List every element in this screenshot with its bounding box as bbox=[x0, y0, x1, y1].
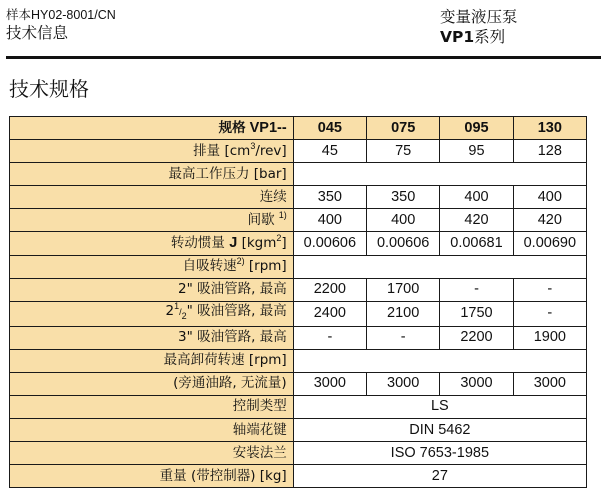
label-text: 连续 bbox=[259, 188, 287, 205]
label-text: " 吸油管路, 最高 bbox=[186, 302, 287, 319]
header-label: 规格 bbox=[218, 119, 246, 136]
row-label bbox=[10, 140, 294, 163]
table-cell: 400 bbox=[440, 186, 513, 209]
table-row-weight bbox=[10, 465, 587, 488]
table-cell: 1750 bbox=[440, 301, 513, 326]
table-cell: 0.00681 bbox=[440, 232, 513, 255]
table-cell: 400 bbox=[293, 209, 366, 232]
label-text: 间歇 bbox=[247, 211, 275, 228]
row-label bbox=[10, 419, 294, 442]
table-row-inlet-2 bbox=[10, 278, 587, 301]
header-model: VP1-- bbox=[249, 119, 287, 136]
label-tail: /rev] bbox=[255, 142, 287, 159]
label-pre: 2 bbox=[165, 302, 175, 319]
label-text: 最高工作压力 [bar] bbox=[168, 165, 287, 182]
table-row-inlet-2-half bbox=[10, 301, 587, 326]
row-label bbox=[10, 301, 294, 326]
table-cell: 400 bbox=[513, 186, 586, 209]
table-cell: 0.00606 bbox=[367, 232, 440, 255]
column-header: 045 bbox=[293, 117, 366, 140]
row-label bbox=[10, 232, 294, 255]
table-cell: 95 bbox=[440, 140, 513, 163]
label-text: 控制类型 bbox=[232, 398, 287, 415]
table-cell: 0.00606 bbox=[293, 232, 366, 255]
header-left bbox=[6, 7, 116, 43]
series-bold: VP1 bbox=[440, 28, 475, 46]
header-right bbox=[440, 7, 518, 47]
label-text: 转动惯量 bbox=[170, 235, 230, 252]
label-text: 排量 [cm bbox=[193, 142, 251, 159]
table-row-inertia bbox=[10, 232, 587, 255]
table-cell: - bbox=[513, 301, 586, 326]
table-cell: 2400 bbox=[293, 301, 366, 326]
table-cell: 420 bbox=[513, 209, 586, 232]
table-cell: 1900 bbox=[513, 326, 586, 349]
table-cell: 75 bbox=[367, 140, 440, 163]
product-category: 变量液压泵 bbox=[440, 8, 518, 26]
table-cell: 1700 bbox=[367, 278, 440, 301]
table-cell: 3000 bbox=[293, 372, 366, 395]
table-row-self-priming bbox=[10, 255, 587, 278]
row-label bbox=[10, 442, 294, 465]
table-cell: ISO 7653-1985 bbox=[293, 442, 586, 465]
table-cell: 0.00690 bbox=[513, 232, 586, 255]
header-label-cell bbox=[10, 117, 294, 140]
table-cell-empty bbox=[293, 255, 586, 278]
table-cell: 45 bbox=[293, 140, 366, 163]
series-title bbox=[440, 27, 518, 47]
section-left-title: 技术信息 bbox=[6, 24, 69, 42]
row-label bbox=[10, 278, 294, 301]
row-label bbox=[10, 395, 294, 418]
row-label bbox=[10, 255, 294, 278]
series-suffix: 系列 bbox=[474, 28, 506, 46]
label-sub: 2 bbox=[181, 310, 187, 321]
label-text: 自吸转速 bbox=[182, 258, 237, 275]
table-cell: 2100 bbox=[367, 301, 440, 326]
table-cell: - bbox=[513, 278, 586, 301]
table-cell: 3000 bbox=[367, 372, 440, 395]
row-label bbox=[10, 326, 294, 349]
table-cell: 350 bbox=[367, 186, 440, 209]
row-label bbox=[10, 465, 294, 488]
table-cell: 128 bbox=[513, 140, 586, 163]
table-cell: 27 bbox=[293, 465, 586, 488]
section-title: 技术规格 bbox=[9, 77, 89, 101]
column-header: 075 bbox=[367, 117, 440, 140]
row-label bbox=[10, 372, 294, 395]
row-label bbox=[10, 186, 294, 209]
label-text: 安装法兰 bbox=[232, 444, 287, 461]
table-row-max-pressure bbox=[10, 163, 587, 186]
table-cell: 420 bbox=[440, 209, 513, 232]
table-cell: 2200 bbox=[440, 326, 513, 349]
table-row-flange bbox=[10, 442, 587, 465]
label-sup: 2) bbox=[236, 256, 245, 267]
table-cell: 3000 bbox=[513, 372, 586, 395]
table-cell: DIN 5462 bbox=[293, 419, 586, 442]
label-sup: 1 bbox=[174, 300, 180, 311]
label-bold: J bbox=[229, 235, 238, 252]
table-cell: - bbox=[293, 326, 366, 349]
label-sup: 2 bbox=[276, 233, 282, 244]
table-row-intermittent bbox=[10, 209, 587, 232]
label-sup: 1) bbox=[278, 210, 287, 221]
table-row-inlet-3 bbox=[10, 326, 587, 349]
spec-table bbox=[9, 116, 587, 488]
table-cell: - bbox=[367, 326, 440, 349]
row-label bbox=[10, 163, 294, 186]
table-cell: 3000 bbox=[440, 372, 513, 395]
table-header-row bbox=[10, 117, 587, 140]
table-cell-empty bbox=[293, 349, 586, 372]
label-sup: 3 bbox=[250, 140, 256, 151]
label-text: 3" 吸油管路, 最高 bbox=[178, 329, 287, 346]
table-cell: LS bbox=[293, 395, 586, 418]
table-row-continuous bbox=[10, 186, 587, 209]
table-row-shaft bbox=[10, 419, 587, 442]
table-cell: - bbox=[440, 278, 513, 301]
table-row-bypass bbox=[10, 372, 587, 395]
table-row-displacement bbox=[10, 140, 587, 163]
label-text: (旁通油路, 无流量) bbox=[173, 375, 287, 392]
label-tail: [rpm] bbox=[244, 258, 287, 275]
label-text: 2" 吸油管路, 最高 bbox=[178, 281, 287, 298]
header-rule bbox=[6, 56, 601, 59]
table-cell: 2200 bbox=[293, 278, 366, 301]
column-header: 095 bbox=[440, 117, 513, 140]
table-row-max-unload bbox=[10, 349, 587, 372]
catalog-number: 样本HY02-8001/CN bbox=[6, 8, 116, 22]
label-text: 最高卸荷转速 [rpm] bbox=[163, 352, 287, 369]
row-label bbox=[10, 349, 294, 372]
table-row-control bbox=[10, 395, 587, 418]
label-slash: / bbox=[179, 306, 182, 317]
table-cell: 350 bbox=[293, 186, 366, 209]
label-mid: [kgm bbox=[237, 235, 277, 252]
label-text: 轴端花键 bbox=[232, 421, 287, 438]
column-header: 130 bbox=[513, 117, 586, 140]
label-text: 重量 (带控制器) [kg] bbox=[159, 467, 287, 484]
table-cell-empty bbox=[293, 163, 586, 186]
row-label bbox=[10, 209, 294, 232]
label-tail: ] bbox=[281, 235, 287, 252]
table-cell: 400 bbox=[367, 209, 440, 232]
